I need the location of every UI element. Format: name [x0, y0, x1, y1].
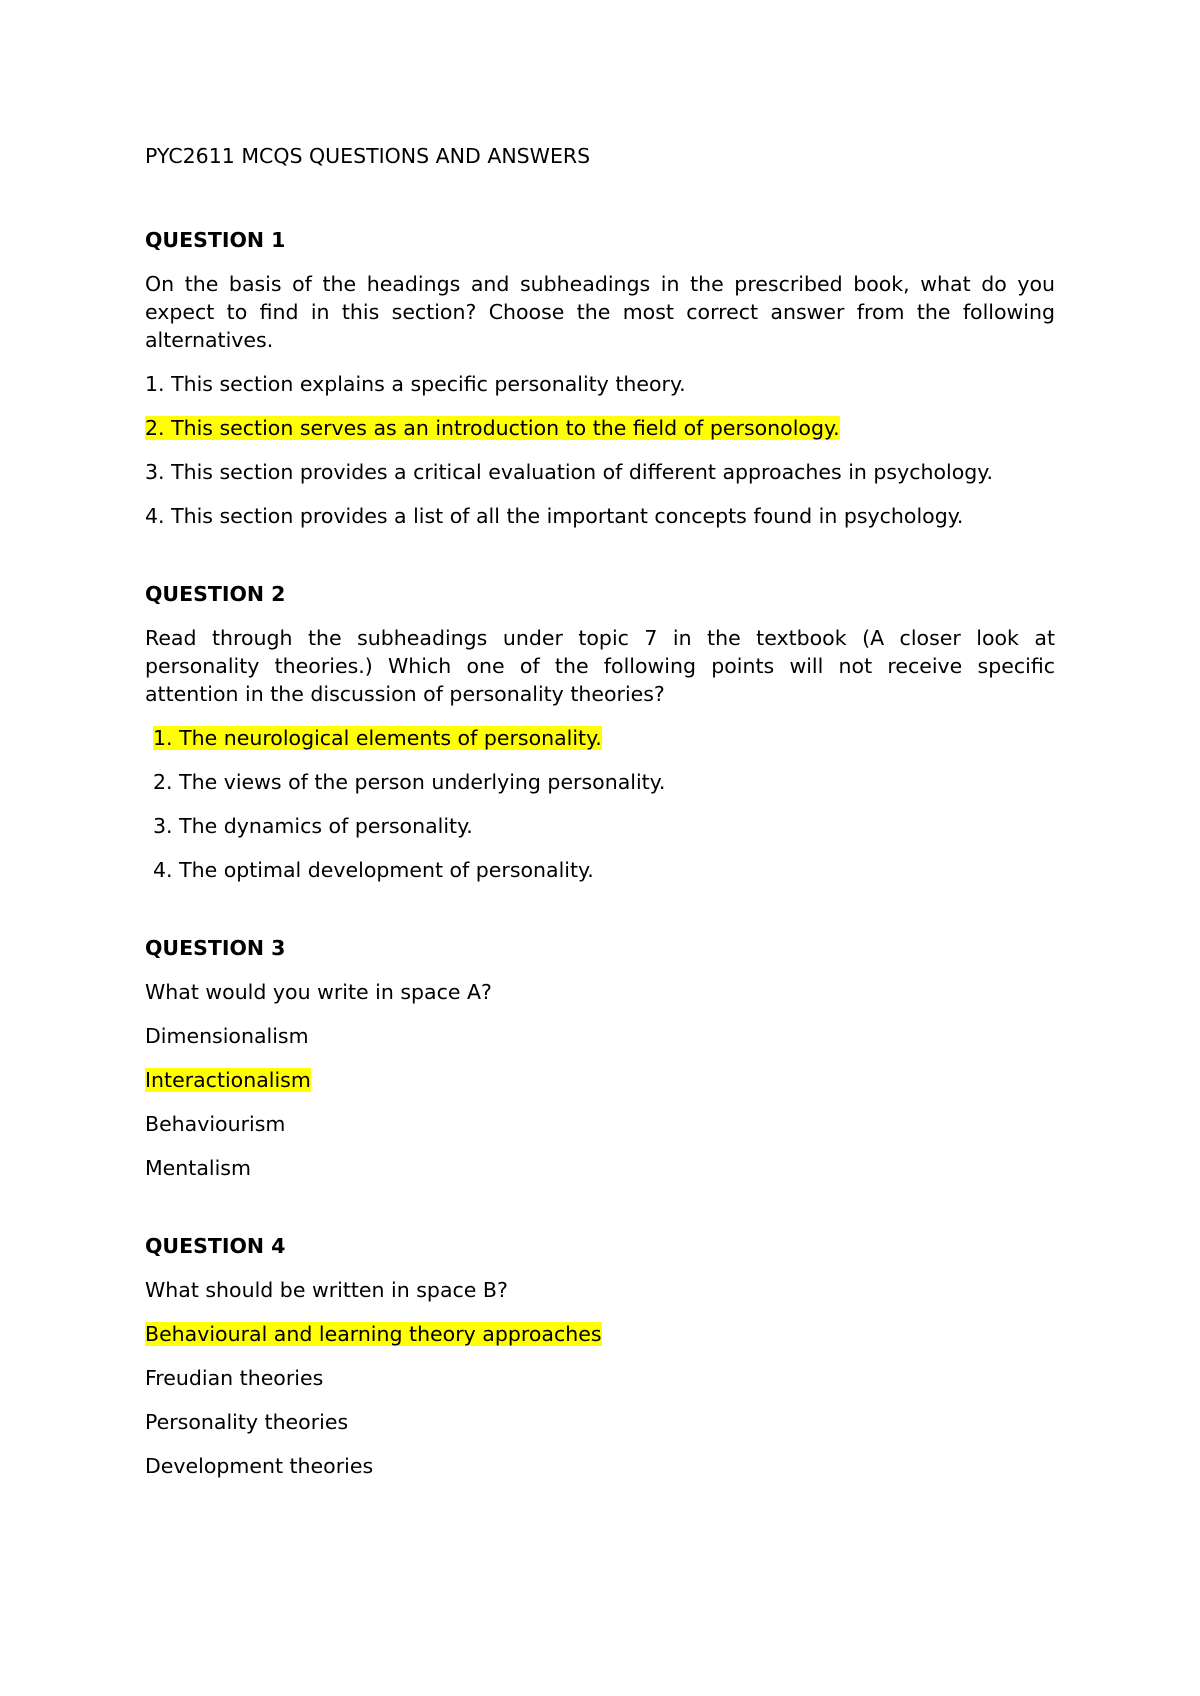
- answer-option-2-correct: [145, 1066, 1055, 1094]
- option-text: Mentalism: [145, 1156, 251, 1180]
- highlighted-answer: 1. The neurological elements of personality.: [153, 726, 602, 750]
- answer-option-4: [145, 1154, 1055, 1182]
- highlighted-answer: Interactionalism: [145, 1068, 311, 1092]
- highlighted-answer: Behavioural and learning theory approaches: [145, 1322, 602, 1346]
- question-heading: QUESTION 2: [145, 582, 286, 606]
- answer-option-1-correct: [145, 724, 1055, 752]
- answer-option-2: [145, 768, 1055, 796]
- spacer: [145, 900, 1055, 934]
- answer-option-3: [145, 458, 1055, 486]
- answer-option-1: [145, 370, 1055, 398]
- question-text: Read through the subheadings under topic 7 in the textbook (A closer look at personality theories.) Which one of the following points will not receive specific attention in the discussion of personality theories?: [145, 626, 1055, 706]
- answer-option-2: [145, 1364, 1055, 1392]
- spacer: [145, 546, 1055, 580]
- option-text: 3. The dynamics of personality.: [153, 814, 473, 838]
- highlighted-answer: 2. This section serves as an introduction to the field of personology.: [145, 416, 840, 440]
- option-text: Development theories: [145, 1454, 374, 1478]
- question-text: What should be written in space B?: [145, 1278, 508, 1302]
- question-1: [145, 226, 1055, 530]
- option-text: 4. The optimal development of personality.: [153, 858, 594, 882]
- document-body: [145, 142, 1055, 1496]
- question-heading: QUESTION 3: [145, 936, 286, 960]
- option-text: Freudian theories: [145, 1366, 324, 1390]
- question-heading: QUESTION 4: [145, 1234, 286, 1258]
- spacer: [145, 1198, 1055, 1232]
- question-4: [145, 1232, 1055, 1480]
- answer-option-2-correct: [145, 414, 1055, 442]
- option-text: 4. This section provides a list of all the important concepts found in psychology.: [145, 504, 964, 528]
- option-text: Dimensionalism: [145, 1024, 309, 1048]
- answer-option-3: [145, 1110, 1055, 1138]
- question-2: [145, 580, 1055, 884]
- answer-option-4: [145, 502, 1055, 530]
- option-text: 1. This section explains a specific personality theory.: [145, 372, 686, 396]
- question-text: On the basis of the headings and subheadings in the prescribed book, what do you expect to find in this section? Choose the most correct answer from the following alternatives.: [145, 272, 1055, 352]
- answer-option-3: [145, 812, 1055, 840]
- answer-option-1: [145, 1022, 1055, 1050]
- option-text: 2. The views of the person underlying personality.: [153, 770, 666, 794]
- question-heading: QUESTION 1: [145, 228, 286, 252]
- option-text: 3. This section provides a critical evaluation of different approaches in psychology.: [145, 460, 994, 484]
- question-3: [145, 934, 1055, 1182]
- answer-option-1-correct: [145, 1320, 1055, 1348]
- option-text: Personality theories: [145, 1410, 349, 1434]
- answer-option-4: [145, 856, 1055, 884]
- document-title: PYC2611 MCQS QUESTIONS AND ANSWERS: [145, 144, 591, 168]
- question-text: What would you write in space A?: [145, 980, 492, 1004]
- answer-option-3: [145, 1408, 1055, 1436]
- answer-option-4: [145, 1452, 1055, 1480]
- option-text: Behaviourism: [145, 1112, 286, 1136]
